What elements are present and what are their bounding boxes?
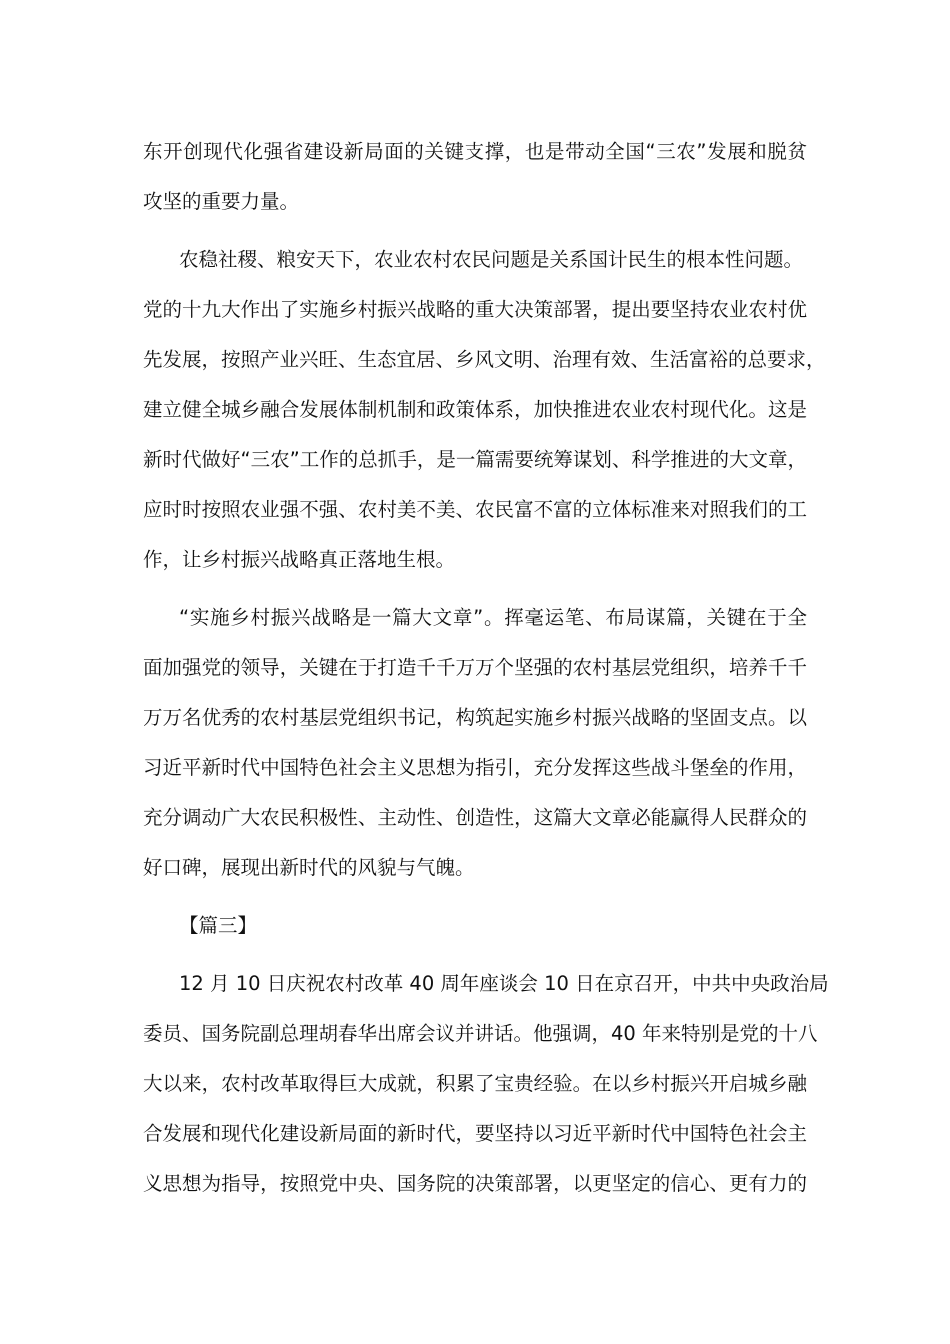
document-body (143, 127, 829, 1217)
text-line: 建立健全城乡融合发展体制机制和政策体系，加快推进农业农村现代化。这是 (143, 398, 807, 421)
text-line: 东开创现代化强省建设新局面的关键支撑，也是带动全国“三农”发展和脱贫 (143, 140, 807, 163)
text-line: 大以来，农村改革取得巨大成就，积累了宝贵经验。在以乡村振兴开启城乡融 (143, 1072, 807, 1095)
section-title: 【篇三】 (179, 914, 258, 937)
text-line: 先发展，按照产业兴旺、生态宜居、乡风文明、治理有效、生活富裕的总要求， (143, 348, 826, 371)
text-line: 万万名优秀的农村基层党组织书记，构筑起实施乡村振兴战略的坚固支点。以 (143, 706, 807, 729)
paragraph-5 (143, 959, 829, 1209)
text-line: 应时时按照农业强不强、农村美不美、农民富不富的立体标准来对照我们的工 (143, 498, 807, 521)
text-line: 充分调动广大农民积极性、主动性、创造性，这篇大文章必能赢得人民群众的 (143, 806, 807, 829)
text-line: 习近平新时代中国特色社会主义思想为指引，充分发挥这些战斗堡垒的作用， (143, 756, 807, 779)
text-line: 委员、国务院副总理胡春华出席会议并讲话。他强调，40 年来特别是党的十八 (143, 1022, 818, 1045)
paragraph-2 (143, 235, 826, 585)
text-line: 作，让乡村振兴战略真正落地生根。 (143, 548, 456, 571)
text-line: 党的十九大作出了实施乡村振兴战略的重大决策部署，提出要坚持农业农村优 (143, 298, 807, 321)
text-line: “实施乡村振兴战略是一篇大文章”。挥毫运笔、布局谋篇，关键在于全 (179, 606, 807, 629)
section-heading (143, 901, 807, 951)
text-line: 新时代做好“三农”工作的总抓手，是一篇需要统筹谋划、科学推进的大文章， (143, 448, 807, 471)
text-line: 农稳社稷、粮安天下，农业农村农民问题是关系国计民生的根本性问题。 (179, 248, 804, 271)
paragraph-3 (143, 593, 807, 893)
paragraph-1 (143, 127, 807, 227)
text-line: 好口碑，展现出新时代的风貌与气魄。 (143, 856, 475, 879)
text-line: 义思想为指导，按照党中央、国务院的决策部署，以更坚定的信心、更有力的 (143, 1172, 807, 1195)
text-line: 合发展和现代化建设新局面的新时代，要坚持以习近平新时代中国特色社会主 (143, 1122, 807, 1145)
text-line: 攻坚的重要力量。 (143, 190, 300, 213)
text-line: 面加强党的领导，关键在于打造千千万万个坚强的农村基层党组织，培养千千 (143, 656, 807, 679)
text-line: 12 月 10 日庆祝农村改革 40 周年座谈会 10 日在京召开，中共中央政治局 (179, 972, 829, 995)
